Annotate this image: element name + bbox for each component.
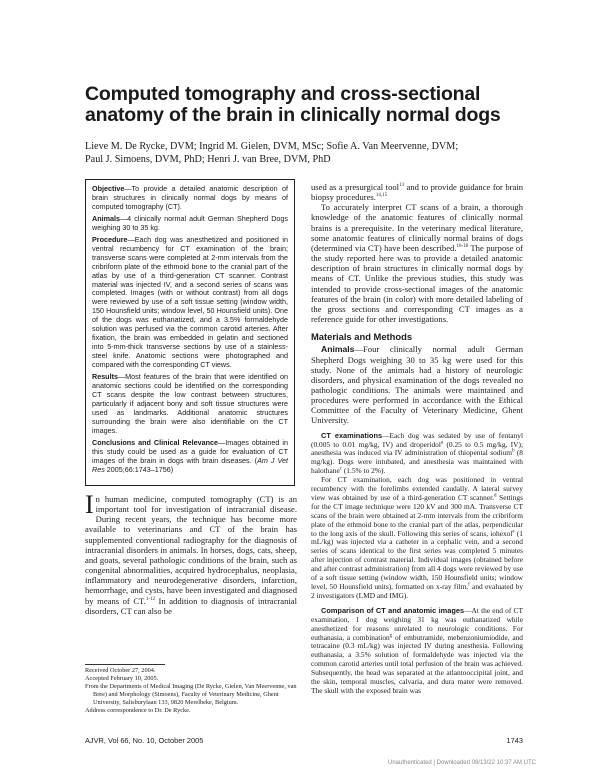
intro-paragraph	[85, 490, 297, 616]
abstract-animals	[92, 215, 288, 233]
ct-text-d: (1.5% to 2%).	[341, 466, 386, 476]
conclusions-text: —Images obtained in this study could be used as a guide for evaluation of CT images of the brain in dogs with brain diseases. (	[92, 437, 288, 465]
ref-16-18: 16-18	[456, 244, 469, 250]
abstract-results	[92, 373, 288, 436]
right-paragraph-2	[311, 202, 523, 324]
methods-animals-text: —Four clinically normal adult German Shepherd Dogs weighing 30 to 35 kg were used for this study. None of the animals had a history of neurologic disorders, and physical examination of the dogs revealed no pathologic conditions. The animals were maintained and procedures were performed in accordance with the Ethical Committee of the Faculty of Veterinary Medicine, Ghent University.	[311, 344, 523, 426]
ct-examinations	[311, 432, 523, 477]
article-title: Computed tomography and cross-sectional anatomy of the brain in clinically normal dogs	[85, 83, 501, 126]
note-g: g	[389, 633, 393, 639]
note-e: e	[512, 529, 515, 535]
footnotes	[85, 667, 297, 716]
comparison-text: —At the end of CT examination, 1 dog weighing 31 kg was euthanatized while anesthetized for reasons unrelated to neurologic conditions. For euthanasia, a combination	[311, 605, 523, 642]
ref-13: 13	[399, 183, 405, 189]
right-p1-text-b: and to provide guidance for brain biopsy procedures.	[311, 182, 523, 203]
abstract-box	[85, 179, 295, 486]
author-list	[85, 140, 555, 166]
procedure-text: —Each dog was anesthetized and positioned in ventral recumbency for CT examination of the brain; transverse scans were completed at 2-mm intervals from the cribriform plate of the ethmoid bone to the cranial part of the atlas by use of a third-generation CT scanner. Contrast material was injected IV, and a second series of scans was completed. Images (with or without contrast) from all dogs were reviewed by use of a soft tissue setting (window width, 150 Hounsfield units; window level, 50 Hounsfield units). One of the dogs was euthanatized, and a 3.5% formaldehyde solution was perfused via the common carotid arteries. After fixation, the brain was embedded in gelatin and sectioned into 5-mm-thick transverse sections by use of a stainless-steel knife. Anatomic sections were photographed and compared with the corresponding CT views.	[92, 234, 288, 370]
objective-label: Objective	[92, 184, 125, 193]
ref-14-15: 14,15	[375, 193, 388, 199]
right-p2-text-b: The purpose of the study reported here was to provide a detailed anatomic description of brain structures in clinically normal dogs by means of CT. Unlike the previous studies, this study was intended to provide cross-sectional images of the anatomic features of the brain (in color) with more detailed labeling of the gross sections and corresponding CT images as a reference guide for other investigations.	[311, 242, 523, 325]
note-d: d	[494, 493, 497, 499]
ct-text: —Each dog was sedated by use of fentanyl (0.005 to 0.01 mg/kg, IV) and droperidol	[311, 430, 524, 449]
ct-text-c: (8 mg/kg). Dogs were intubated, and anesthesia was maintained with halothane	[311, 448, 523, 476]
citation-rest: 2005;66:1743–1756)	[104, 464, 174, 474]
results-text: —Most features of the brain that were identified on anatomic sections could be identified on the corresponding CT scans despite the low contrast between structures, particularly if adjacent bony and soft tissue structures were used as landmarks. Additional anatomic structures surrounding the brain were also identifiable on the CT images.	[92, 372, 288, 435]
intro-ref: 1-12	[145, 596, 155, 602]
ct-paragraph-2	[311, 476, 523, 601]
right-p1-text: used as a presurgical tool	[311, 182, 400, 192]
ct-p2-text-b: Settings for the CT image technique were 120 kV and 300 mA. Transverse CT scans of the brain were obtained at 2-mm intervals from the cribriform plate of the ethmoid bone to the cranial part of the atlas, perpendicular to the long axis of the skull. Following this series of scans, iohexol	[311, 492, 523, 538]
methods-animals	[311, 344, 523, 425]
citation-journal: Am J Vet Res	[92, 455, 289, 474]
comparison-paragraph	[311, 607, 523, 696]
ct-text-b: (0.25 to 0.5 mg/kg, IV); anesthesia was induced via IV administration of thiopental sodium	[311, 439, 523, 458]
methods-animals-label: Animals	[321, 344, 355, 355]
accepted-date: Accepted February 10, 2005.	[85, 675, 159, 683]
ct-p2-text-c: (1 mL/kg) was injected via a catheter in a cephalic vein, and a second series of scans identical to the first series was completed 5 minutes after injection of contrast material. Individual images (obtained before and after contrast administration) from all 4 dogs were reviewed by use of a soft tissue setting (window width, 150 Hounsfield units; window level, 50 Hounsfield units), formatted on x-ray film,	[311, 528, 523, 591]
abstract-objective	[92, 185, 288, 212]
right-p2-text: To accurately interpret CT scans of a brain, a thorough knowledge of the anatomic features of clinically normal brains is a prerequisite. In the veterinary medical literature, some anatomic features of clinically normal brains of dogs (determined via CT) have been described.	[311, 202, 523, 253]
results-label: Results	[92, 372, 118, 382]
note-c: c	[339, 466, 342, 472]
authors-line-2: Paul J. Simoens, DVM, PhD; Henri J. van Bree, DVM, PhD	[85, 154, 331, 165]
note-b: b	[511, 448, 515, 454]
conclusions-label: Conclusions and Clinical Relevance	[92, 437, 219, 447]
intro-text-end: In addition to diagnosis of intracranial disorders, CT can also be	[85, 595, 297, 616]
ct-p2-text: For CT examination, each dog was positioned in ventral recumbency with the forelimbs extended caudally. A lateral survey view was obtained by use of a third-generation CT scanner.	[311, 475, 523, 502]
animals-text: —4 clinically normal adult German Shepherd Dogs weighing 30 to 35 kg.	[92, 213, 288, 232]
abstract-procedure	[92, 236, 288, 370]
correspondence: Address correspondence to Dr. De Rycke.	[85, 707, 191, 715]
footnote-rule	[85, 664, 165, 665]
animals-label: Animals	[92, 213, 120, 223]
comparison-label: Comparison of CT and anatomic images	[321, 605, 465, 615]
note-a: a	[440, 440, 444, 446]
abstract-conclusions	[92, 439, 288, 475]
journal-issue: AJVR, Vol 66, No. 10, October 2005	[85, 736, 204, 745]
intro-text: n human medicine, computed tomography (CT) is an important tool for investigation of intracranial disease. During recent years, the technique has become more available to veterinarians and CT of the brain has supplemented conventional radiography for the diagnosis of intracranial disorders in animals. In horses, dogs, cats, sheep, and goats, several pathologic conditions of the brain, such as congenital abnormalities, acquired hydrocephalus, neoplasia, inflammatory and neurodegenerative disorders, infarction, hemorrhage, and cysts, have been investigated and diagnosed by means of CT.	[85, 494, 297, 606]
download-text: Unauthenticated | Downloaded 08/13/22 10:37 AM UTC	[388, 760, 536, 766]
introduction	[85, 490, 297, 616]
received-date: Received October 27, 2004.	[85, 667, 156, 674]
methods-heading: Materials and Methods	[311, 331, 413, 343]
comparison-text-b: of embutramide, mebenzoniumiodide, and tetracaine (0.3 mL/kg) was injected IV during anesthesia. Following euthanasia, a 3.5% solution of formaldehyde was injected via the common carotid arteries until total perfusion of the brain was achieved. Subsequently, the head was separated at the atlantooccipital joint, and the skin, temporal muscles, calvaria, and dura mater were removed. The skull with the exposed brain was	[311, 632, 524, 695]
ct-label: CT examinations	[321, 430, 383, 440]
right-paragraph-1	[311, 182, 523, 202]
right-column	[311, 182, 523, 696]
drop-cap: I	[85, 490, 94, 519]
ct-p2-text-d: and evaluated by 2 investigators (LMD and IMG).	[311, 582, 524, 600]
affiliation: From the Departments of Medical Imaging (De Rycke, Gielen, Van Meervenne, van Bree) and Morphology (Simoens), Faculty of Veterinary Medicine, Ghent University, Salisburylaan 133, 9820 Merelbeke, Belgium.	[85, 683, 297, 707]
authors-line-1: Lieve M. De Rycke, DVM; Ingrid M. Gielen, DVM, MSc; Sofie A. Van Meervenne, DVM;	[85, 141, 459, 152]
note-f: f	[468, 582, 470, 588]
objective-text: —To provide a detailed anatomic description of brain structures in clinically normal dogs by means of computed tomography (CT).	[92, 184, 288, 211]
procedure-label: Procedure	[92, 234, 128, 244]
page-number: 1743	[506, 736, 523, 745]
